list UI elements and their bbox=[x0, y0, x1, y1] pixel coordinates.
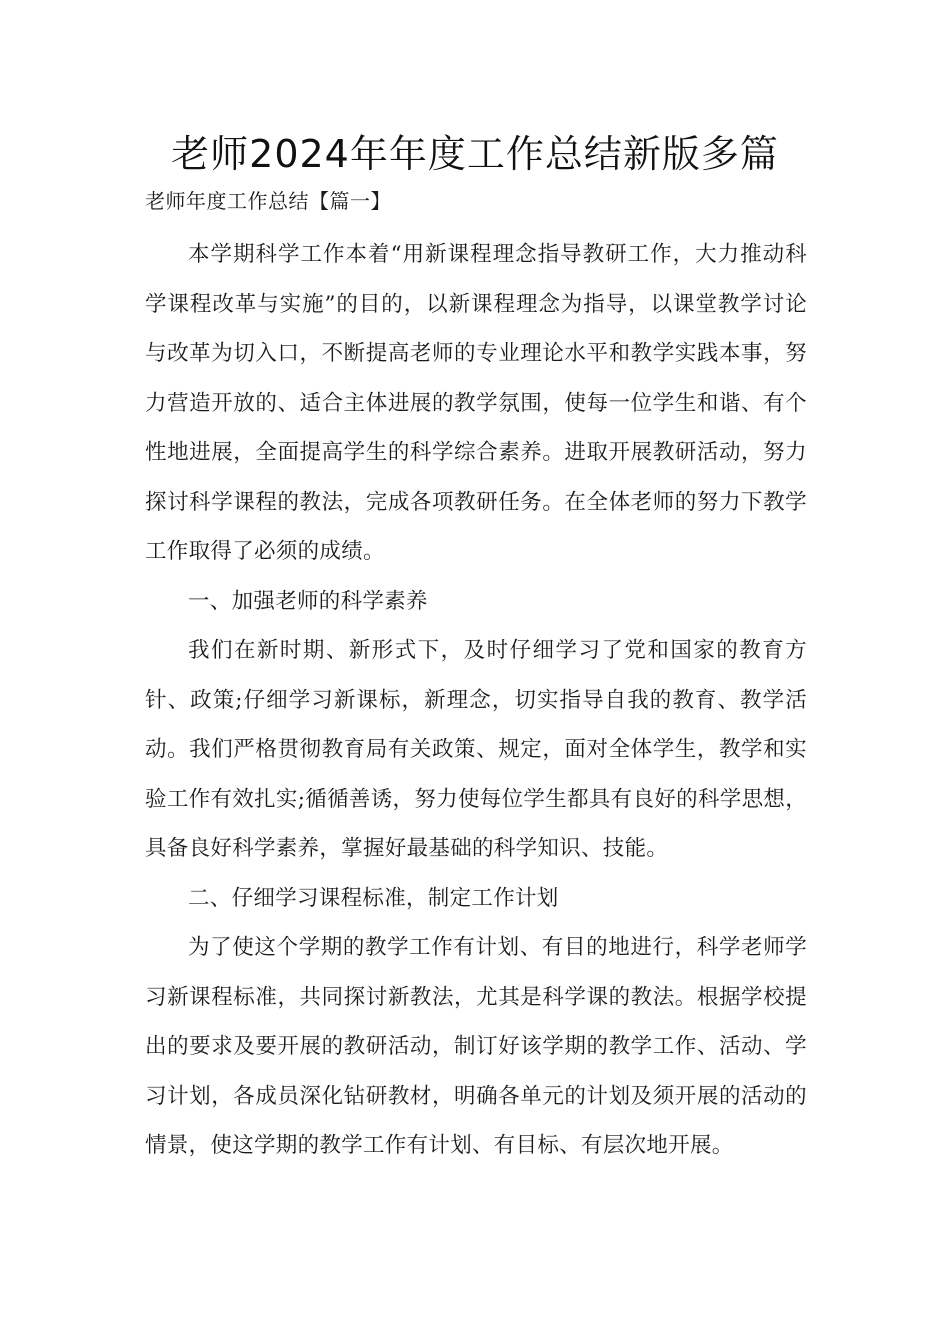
paragraph-section-2: 为了使这个学期的教学工作有计划、有目的地进行，科学老师学习新课程标准，共同探讨新教法，尤其是科学课的教法。根据学校提出的要求及要开展的教研活动，制订好该学期的教学工作、活动、学习计划，各成员深化钻研教材，明确各单元的计划及须开展的活动的情景，使这学期的教学工作有计划、有目标、有层次地开展。 bbox=[145, 935, 807, 1158]
document-body bbox=[145, 230, 807, 1171]
paragraph-intro: 本学期科学工作本着“用新课程理念指导教研工作，大力推动科学课程改革与实施”的目的，以新课程理念为指导，以课堂教学讨论与改革为切入口，不断提高老师的专业理论水平和教学实践本事，努力营造开放的、适合主体进展的教学氛围，使每一位学生和谐、有个性地进展，全面提高学生的科学综合素养。进取开展教研活动，努力探讨科学课程的教法，完成各项教研任务。在全体老师的努力下教学工作取得了必须的成绩。 bbox=[145, 242, 807, 564]
section-heading-1: 一、加强老师的科学素养 bbox=[188, 588, 428, 614]
section-heading-2: 二、仔细学习课程标准，制定工作计划 bbox=[188, 885, 559, 911]
section-subtitle: 老师年度工作总结【篇一】 bbox=[145, 189, 391, 213]
paragraph-section-1: 我们在新时期、新形式下，及时仔细学习了党和国家的教育方针、政策;仔细学习新课标，新理念，切实指导自我的教育、教学活动。我们严格贯彻教育局有关政策、规定，面对全体学生，教学和实验工作有效扎实;循循善诱，努力使每位学生都具有良好的科学思想，具备良好科学素养，掌握好最基础的科学知识、技能。 bbox=[145, 638, 807, 861]
document-title: 老师2024年年度工作总结新版多篇 bbox=[171, 132, 779, 176]
